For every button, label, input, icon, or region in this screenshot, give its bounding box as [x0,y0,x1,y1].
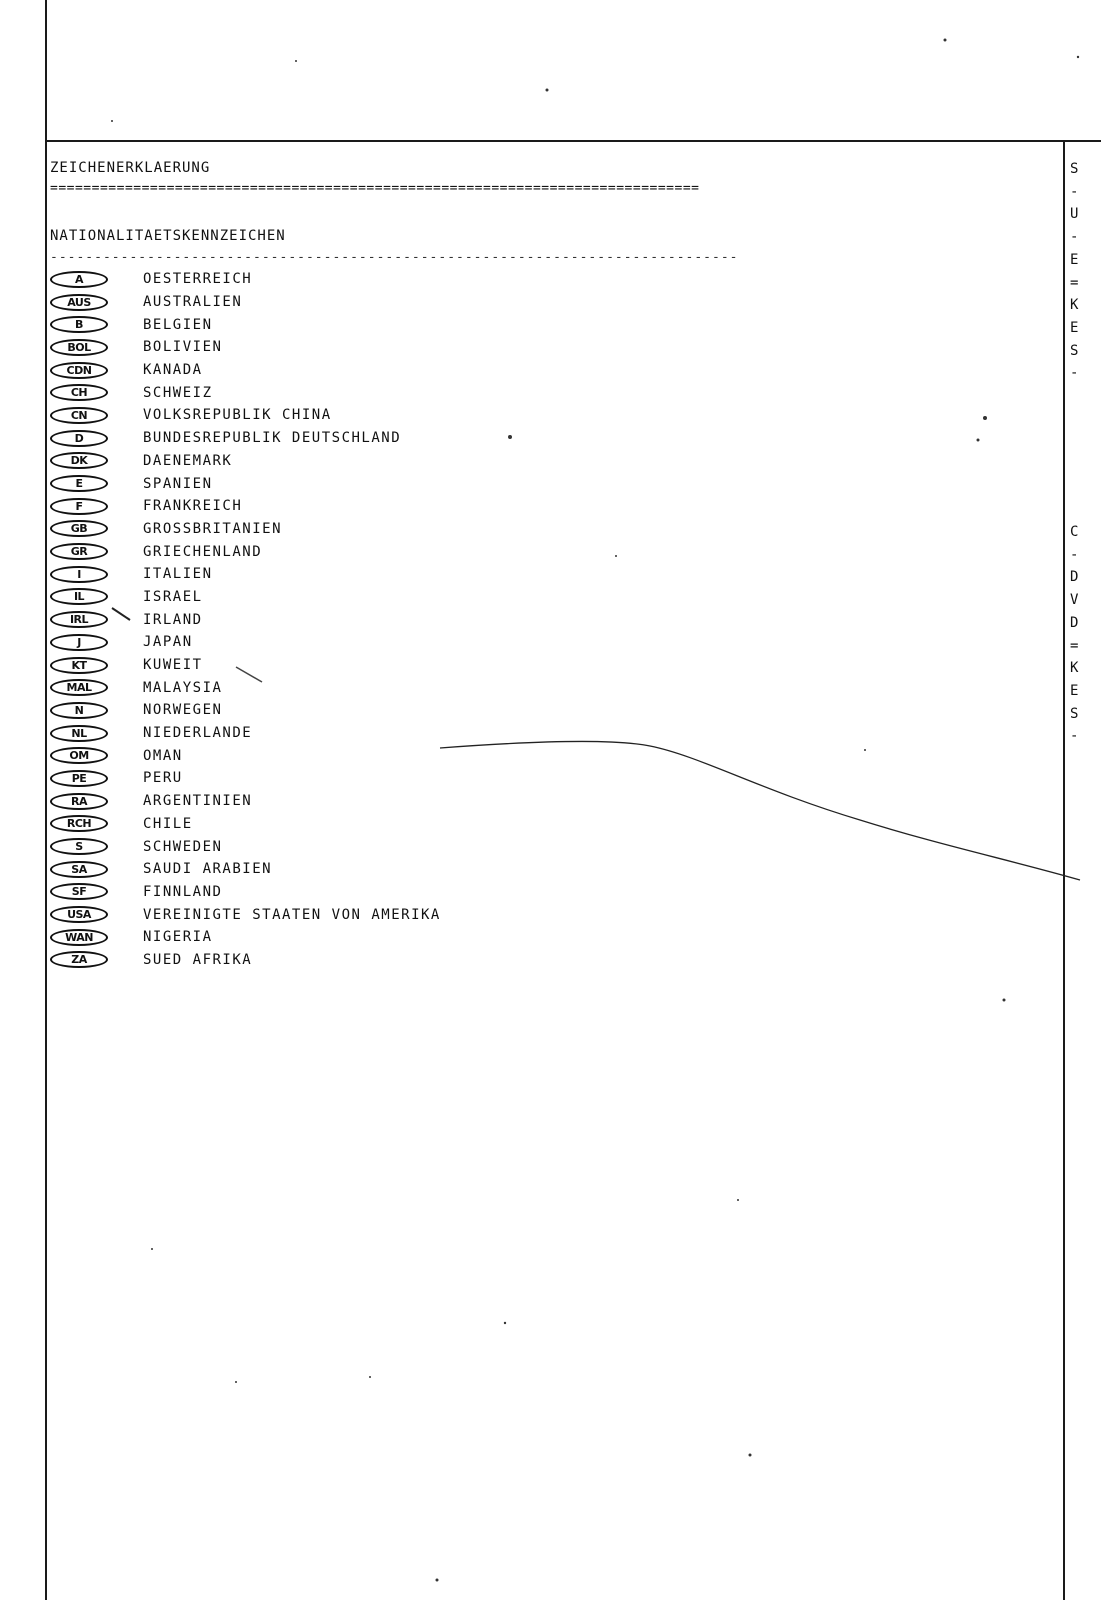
section-underline: ------------------------------------------------------------------------------ [50,250,739,265]
fragment-char: - [1070,183,1079,200]
fragment-char: D [1070,614,1079,631]
country-code-badge: BOL [50,339,108,356]
country-code-badge: MAL [50,679,108,696]
fragment-char: - [1070,365,1079,382]
country-code-badge: NL [50,725,108,742]
country-code-badge: WAN [50,929,108,946]
country-name: CHILE [143,815,193,832]
country-name: NORWEGEN [143,702,223,719]
country-code-badge: PE [50,770,108,787]
country-name: SCHWEIZ [143,384,213,401]
country-code-badge: RA [50,793,108,810]
country-code-badge: D [50,430,108,447]
country-name: OESTERREICH [143,271,253,288]
country-code-badge: IL [50,588,108,605]
country-name: KUWEIT [143,657,203,674]
fragment-char: K [1070,660,1079,677]
fragment-char: E [1070,319,1079,336]
fragment-char: U [1070,206,1079,223]
country-code-badge: AUS [50,294,108,311]
fragment-char: - [1070,229,1079,246]
country-name: MALAYSIA [143,679,223,696]
country-name: FRANKREICH [143,498,243,515]
country-name: JAPAN [143,634,193,651]
country-code-badge: SF [50,883,108,900]
fragment-char: V [1070,592,1079,609]
page-title: ZEICHENERKLAERUNG [50,160,211,176]
country-code-badge: N [50,702,108,719]
country-code-badge: OM [50,747,108,764]
country-code-badge: CH [50,384,108,401]
country-code-badge: IRL [50,611,108,628]
country-name: GROSSBRITANIEN [143,520,283,537]
fragment-char: S [1070,705,1079,722]
country-name: KANADA [143,362,203,379]
country-name: ISRAEL [143,588,203,605]
fragment-char: = [1070,274,1079,291]
country-code-badge: ZA [50,951,108,968]
country-code-badge: J [50,634,108,651]
section-title: NATIONALITAETSKENNZEICHEN [50,228,286,244]
country-name: SUED AFRIKA [143,951,253,968]
country-code-badge: F [50,498,108,515]
country-code-badge: A [50,271,108,288]
country-name: IRLAND [143,611,203,628]
country-name: VOLKSREPUBLIK CHINA [143,407,332,424]
country-name: SAUDI ARABIEN [143,861,273,878]
fragment-char: - [1070,546,1079,563]
country-name: NIGERIA [143,929,213,946]
fragment-char: - [1070,728,1079,745]
country-code-badge: RCH [50,815,108,832]
country-code-badge: CDN [50,362,108,379]
fragment-char: C [1070,524,1079,540]
country-name: ITALIEN [143,566,213,583]
fragment-char: S [1070,161,1079,177]
country-name: NIEDERLANDE [143,725,253,742]
country-name: GRIECHENLAND [143,543,263,560]
country-name: AUSTRALIEN [143,294,243,311]
fragment-char: E [1070,682,1079,699]
fragment-char: D [1070,569,1079,586]
title-underline: ============================================================================== [50,181,700,196]
country-code-badge: GR [50,543,108,560]
country-name: SCHWEDEN [143,838,223,855]
country-code-badge: GB [50,520,108,537]
country-code-badge: B [50,316,108,333]
fragment-char: S [1070,342,1079,359]
country-code-badge: E [50,475,108,492]
country-code-badge: S [50,838,108,855]
country-name: BOLIVIEN [143,339,223,356]
country-name: PERU [143,770,183,787]
fragment-char: K [1070,297,1079,314]
country-name: ARGENTINIEN [143,793,253,810]
country-code-badge: USA [50,906,108,923]
country-code-badge: KT [50,657,108,674]
country-name: BUNDESREPUBLIK DEUTSCHLAND [143,430,402,447]
country-name: VEREINIGTE STAATEN VON AMERIKA [143,906,441,923]
country-code-badge: SA [50,861,108,878]
country-name: DAENEMARK [143,452,233,469]
country-name: BELGIEN [143,316,213,333]
country-code-badge: DK [50,452,108,469]
fragment-char: E [1070,251,1079,268]
country-name: OMAN [143,747,183,764]
country-name: SPANIEN [143,475,213,492]
country-code-badge: CN [50,407,108,424]
country-code-badge: I [50,566,108,583]
country-name: FINNLAND [143,883,223,900]
fragment-char: = [1070,637,1079,654]
